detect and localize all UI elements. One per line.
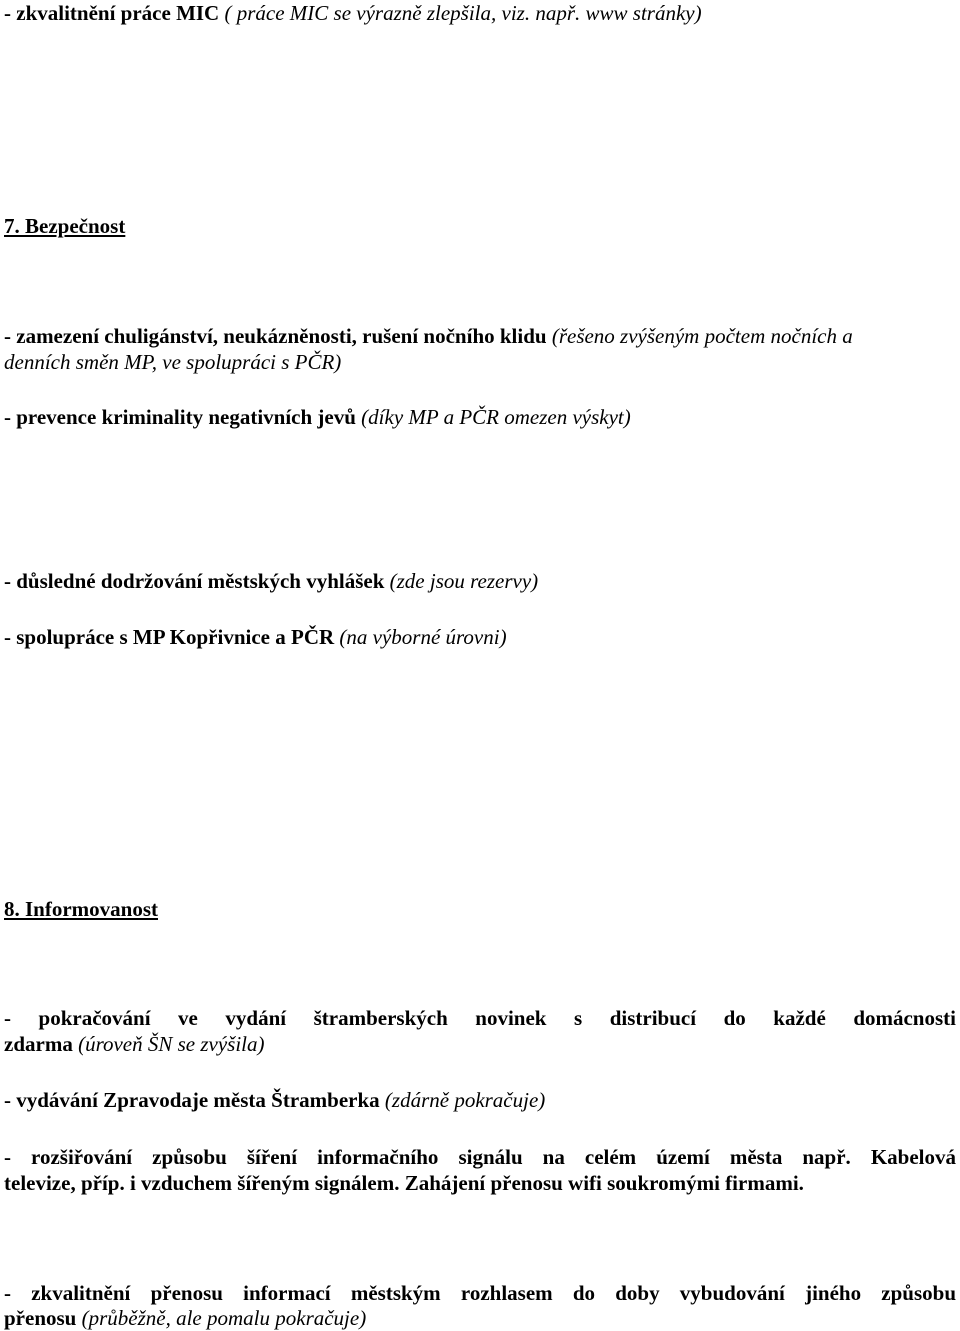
item-prevence-kriminality: - prevence kriminality negativních jevů (díky MP a PČR omezen výskyt) <box>4 405 631 429</box>
item-zamezeni-continuation: denních směn MP, ve spolupráci s PČR) <box>4 350 342 374</box>
item-stramberske-novinky: - pokračování ve vydání štramberských novinek s distribucí do každé domácnosti <box>4 1006 956 1030</box>
item-spoluprace-mp: - spolupráce s MP Kopřivnice a PČR (na výborné úrovni) <box>4 625 507 649</box>
item-sireni-signalu-continuation: televize, příp. i vzduchem šířeným signálem. Zahájení přenosu wifi soukromými firmami. <box>4 1171 804 1195</box>
section-heading-bezpecnost: 7. Bezpečnost <box>4 214 126 238</box>
item-mestsky-rozhlas-continuation: přenosu (průběžně, ale pomalu pokračuje) <box>4 1306 367 1330</box>
item-sireni-signalu: - rozšiřování způsobu šíření informačního signálu na celém území města např. Kabelová <box>4 1145 956 1169</box>
item-zpravodaj: - vydávání Zpravodaje města Štramberka (zdárně pokračuje) <box>4 1088 546 1112</box>
item-zkvalitneni-mic: - zkvalitnění práce MIC ( práce MIC se výrazně zlepšila, viz. např. www stránky) <box>4 1 702 25</box>
item-zamezeni-chuligánství: - zamezení chuligánství, neukázněnosti, rušení nočního klidu (řešeno zvýšeným počtem nočních a <box>4 324 853 348</box>
section-heading-informovanost: 8. Informovanost <box>4 897 159 921</box>
item-stramberske-novinky-continuation: zdarma (úroveň ŠN se zvýšila) <box>4 1032 265 1056</box>
item-dodrzovani-vyhlasek: - důsledné dodržování městských vyhlášek (zde jsou rezervy) <box>4 569 539 593</box>
item-mestsky-rozhlas: - zkvalitnění přenosu informací městským rozhlasem do doby vybudování jiného způsobu <box>4 1281 956 1305</box>
